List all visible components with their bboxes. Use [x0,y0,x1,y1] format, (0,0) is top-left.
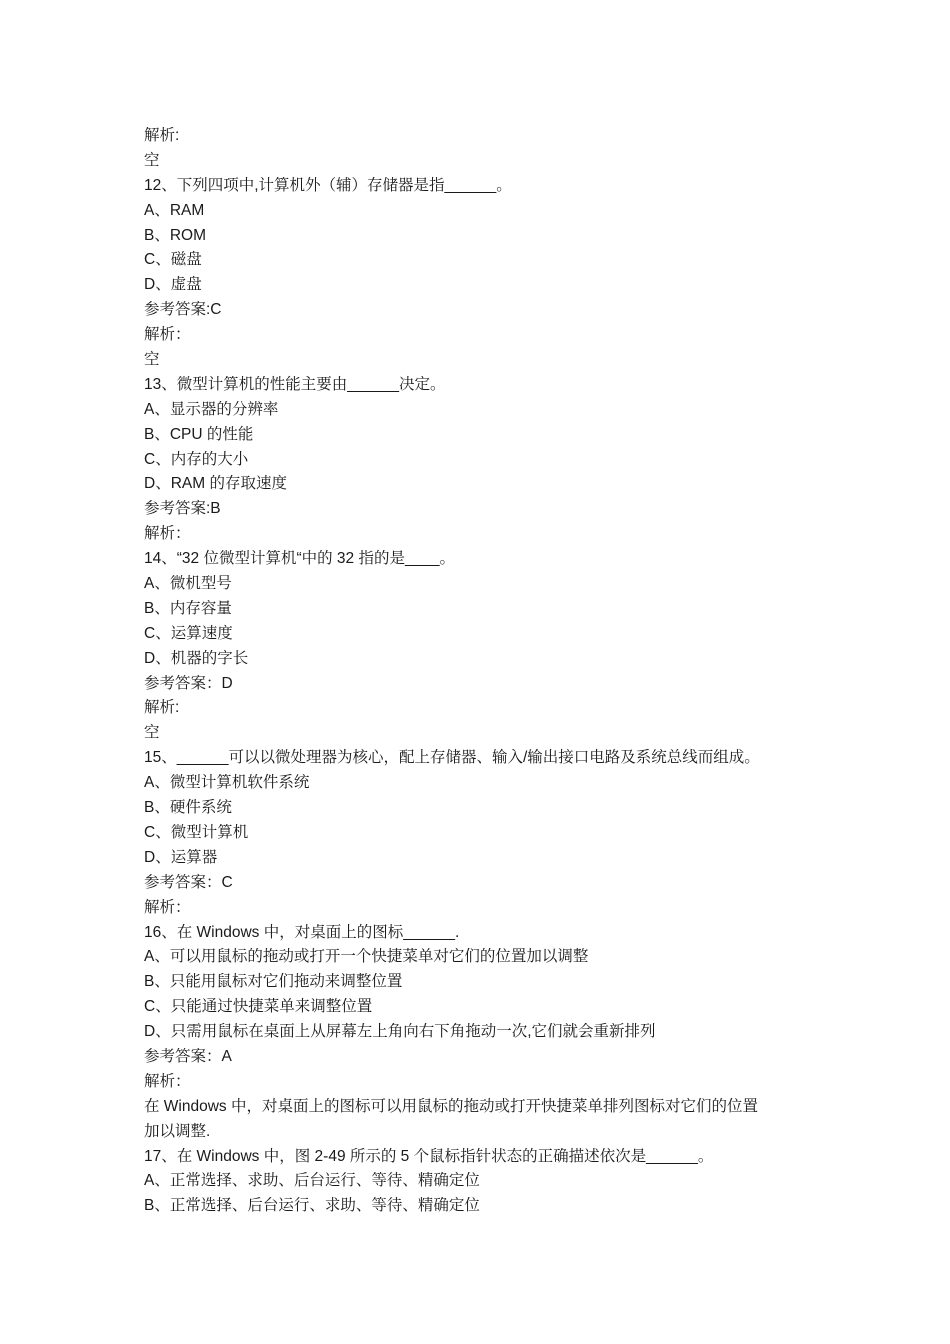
analysis-label: 解析： [144,525,191,543]
option-d: D、机器的字长 [144,649,249,667]
option-d: D、运算器 [144,848,218,866]
option-a: A、显示器的分辨率 [144,400,279,418]
option-a: A、正常选择、求助、后台运行、等待、精确定位 [144,1172,480,1190]
answer-line: 参考答案：D [144,674,233,692]
option-a: A、可以用鼠标的拖动或打开一个快捷菜单对它们的位置加以调整 [144,948,589,966]
analysis-text: 在 Windows 中，对桌面上的图标可以用鼠标的拖动或打开快捷菜单排列图标对它们的位置 [144,1097,758,1115]
option-c: C、只能通过快捷菜单来调整位置 [144,998,373,1016]
option-c: C、内存的大小 [144,450,249,468]
question-12: 12、下列四项中,计算机外（辅）存储器是指______。 [144,176,512,194]
option-b: B、只能用鼠标对它们拖动来调整位置 [144,973,403,991]
option-d: D、RAM 的存取速度 [144,475,287,493]
option-c: C、运算速度 [144,624,233,642]
answer-line: 参考答案：A [144,1047,232,1065]
question-13: 13、微型计算机的性能主要由______决定。 [144,375,446,393]
analysis-label: 解析： [144,898,191,916]
option-d: D、虚盘 [144,276,202,294]
option-b: B、ROM [144,226,207,244]
text-line: 解析: [144,127,180,144]
analysis-label: 解析： [144,1072,191,1090]
document-body [144,124,824,1219]
answer-line: 参考答案：C [144,873,233,891]
option-a: A、RAM [144,201,205,219]
answer-line: 参考答案:C [144,301,222,319]
analysis-text: 加以调整. [144,1122,211,1140]
option-a: A、微型计算机软件系统 [144,774,310,792]
option-b: B、硬件系统 [144,799,232,817]
text-line: 空 [144,724,160,742]
option-b: B、CPU 的性能 [144,425,254,443]
question-14: 14、“32 位微型计算机“中的 32 指的是____。 [144,550,455,568]
question-15: 15、______可以以微处理器为核心，配上存储器、输入/输出接口电路及系统总线而组成。 [144,749,760,767]
text-line: 空 [144,351,160,369]
question-16: 16、在 Windows 中，对桌面上的图标______. [144,923,460,941]
option-b: B、内存容量 [144,599,232,617]
answer-line: 参考答案:B [144,500,221,518]
option-b: B、正常选择、后台运行、求助、等待、精确定位 [144,1197,480,1215]
option-c: C、磁盘 [144,251,202,269]
text-line: 空 [144,151,160,169]
analysis-label: 解析: [144,699,180,717]
option-a: A、微机型号 [144,575,232,593]
analysis-label: 解析： [144,326,191,344]
option-d: D、只需用鼠标在桌面上从屏幕左上角向右下角拖动一次,它们就会重新排列 [144,1023,656,1041]
question-17: 17、在 Windows 中，图 2-49 所示的 5 个鼠标指针状态的正确描述依次是______。 [144,1147,714,1165]
option-c: C、微型计算机 [144,823,249,841]
